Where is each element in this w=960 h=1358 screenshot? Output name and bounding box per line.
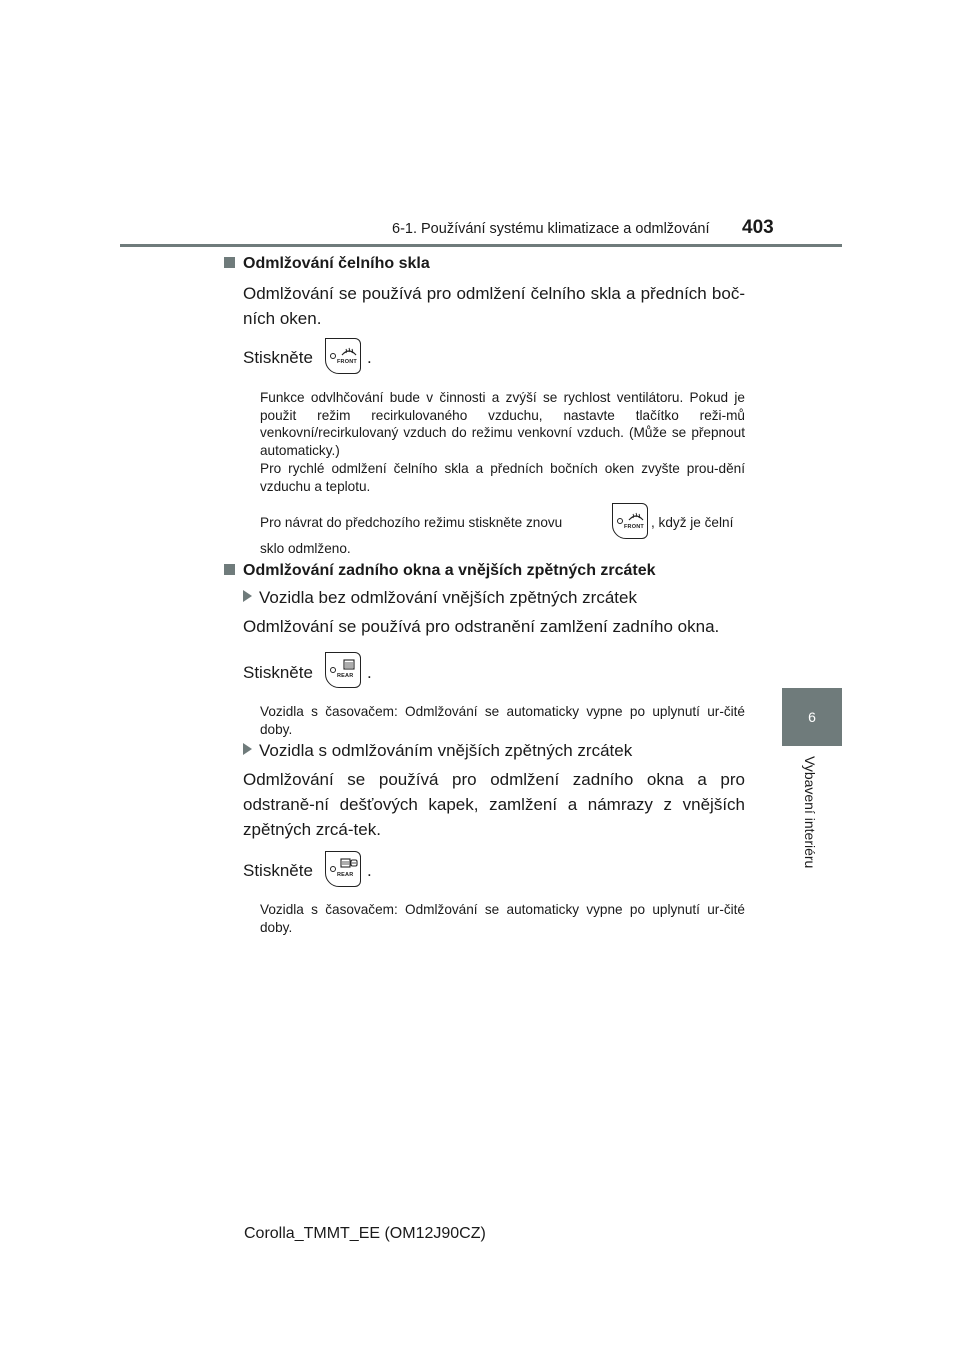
press-suffix: . xyxy=(367,348,372,367)
front-defroster-button-icon-inline: FRONT xyxy=(612,503,648,539)
subsection-no-mirror-defog: Vozidla bez odmlžování vnějších zpětných zrcátek xyxy=(243,588,637,608)
footer-model-code: Corolla_TMMT_EE (OM12J90CZ) xyxy=(244,1225,486,1242)
page-number: 403 xyxy=(742,217,774,238)
chapter-tab-label: Vybavení interiéru xyxy=(802,756,818,869)
chapter-tab[interactable] xyxy=(782,688,842,746)
note-timer-2: Vozidla s časovačem: Odmlžování se automaticky vypne po uplynutí ur-čité doby. xyxy=(260,902,745,935)
note-return-end: sklo odmlženo. xyxy=(260,541,351,556)
press-suffix: . xyxy=(367,663,372,682)
rear-window-defog-icon xyxy=(340,659,358,671)
rear-body-2: Odmlžování se používá pro odmlžení zadního okna a pro odstraně-ní dešťových kapek, zamlžení a námrazy z vnějších zpětných zrcá-tek. xyxy=(243,770,745,839)
chapter-title: 6-1. Používání systému klimatizace a odmlžování xyxy=(392,221,710,237)
press-instruction-rear-2: Stiskněte xyxy=(243,861,313,880)
note-return-prefix: Pro návrat do předchozího režimu stiskněte znovu xyxy=(260,515,563,530)
indicator-led-icon xyxy=(330,353,336,359)
press-instruction-front: Stiskněte xyxy=(243,348,313,367)
indicator-led-icon xyxy=(617,518,623,524)
indicator-led-icon xyxy=(330,667,336,673)
note-quick-defog: Pro rychlé odmlžení čelního skla a předních bočních oken zvyšte prou-dění vzduchu a teplotu. xyxy=(260,461,745,494)
triangle-bullet-icon xyxy=(243,743,252,755)
chapter-tab-number: 6 xyxy=(808,709,816,725)
rear-body-1: Odmlžování se používá pro odstranění zamlžení zadního okna. xyxy=(243,617,720,636)
section-heading-rear: Odmlžování zadního okna a vnějších zpětných zrcátek xyxy=(224,562,656,580)
triangle-bullet-icon xyxy=(243,590,252,602)
section-body-windshield: Odmlžování se používá pro odmlžení čelního skla a předních boč-ních oken. xyxy=(243,284,745,328)
note-return-suffix: , když je čelní xyxy=(651,515,734,530)
section-square-icon xyxy=(224,564,235,575)
subsection-with-mirror-defog: Vozidla s odmlžováním vnějších zpětných zrcátek xyxy=(243,741,632,761)
section-square-icon xyxy=(224,257,235,268)
press-suffix: . xyxy=(367,861,372,880)
windshield-defrost-icon xyxy=(627,510,645,522)
section-heading-windshield: Odmlžování čelního skla xyxy=(224,255,430,273)
rear-defogger-button-icon: REAR xyxy=(325,652,361,688)
rear-window-mirror-defog-icon xyxy=(340,858,358,870)
indicator-led-icon xyxy=(330,866,336,872)
note-timer-1: Vozidla s časovačem: Odmlžování se automaticky vypne po uplynutí ur-čité doby. xyxy=(260,704,745,737)
rear-mirror-defogger-button-icon: REAR xyxy=(325,851,361,887)
front-defroster-button-icon: FRONT xyxy=(325,338,361,374)
windshield-defrost-icon xyxy=(340,345,358,357)
press-instruction-rear-1: Stiskněte xyxy=(243,663,313,682)
note-dehumidify: Funkce odvlhčování bude v činnosti a zvýší se rychlost ventilátoru. Pokud je použit režim recirkulovaného vzduchu, nastavte tlačítko reži-mů venkovní/recirkulovaný vzduch do režimu venkovní vzduch. (Může se přepnout automaticky.) xyxy=(260,390,745,458)
header-divider xyxy=(120,244,842,247)
